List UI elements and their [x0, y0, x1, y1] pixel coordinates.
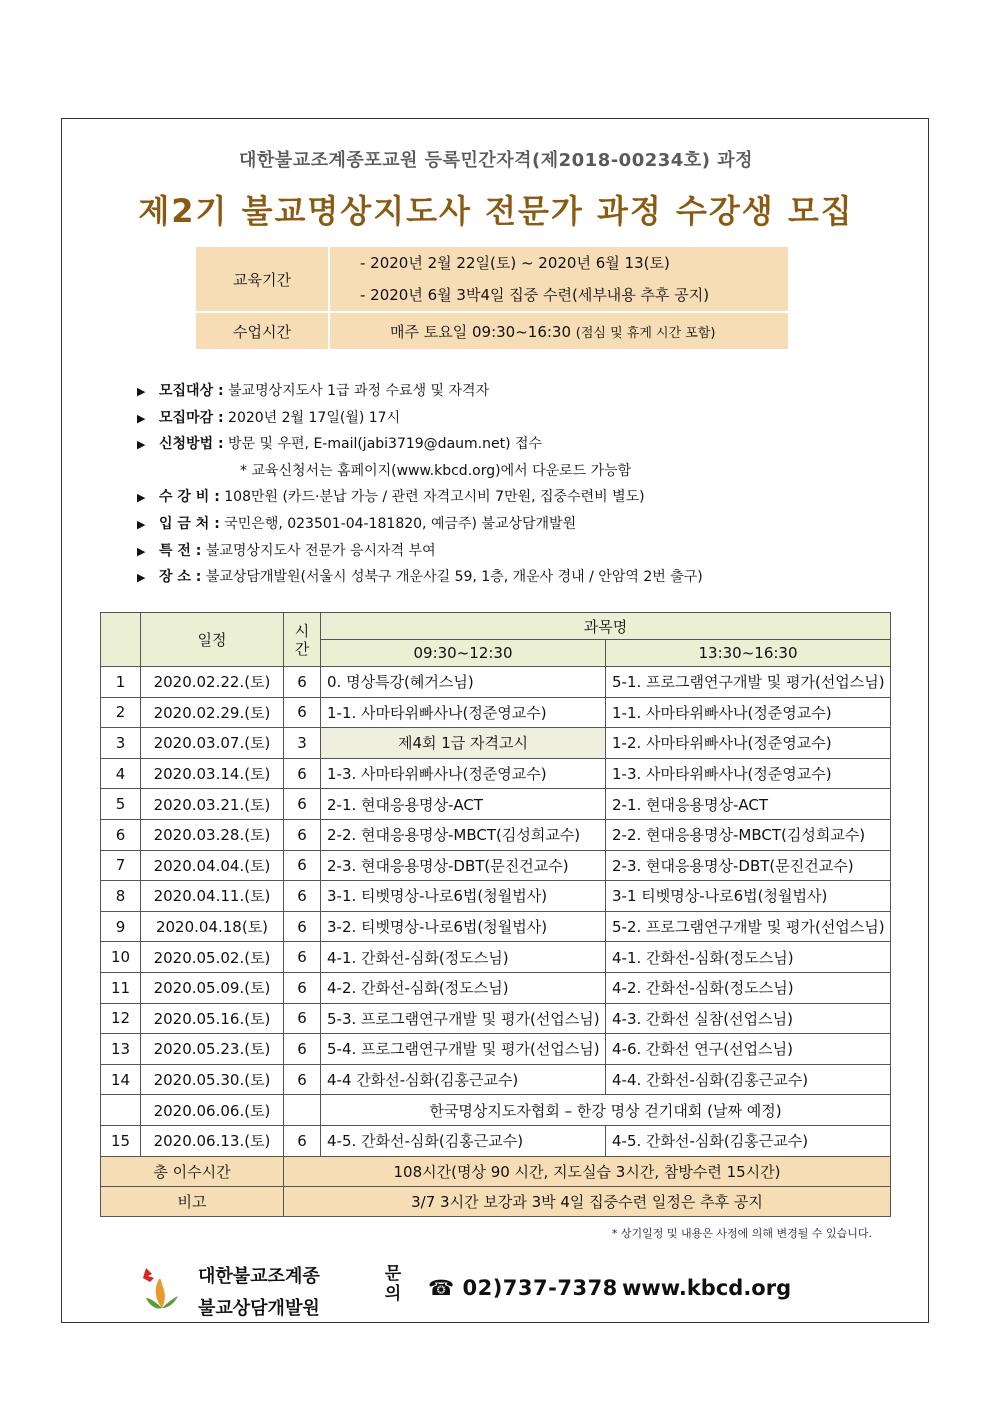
row-hours: 6 [284, 758, 321, 789]
triangle-right-icon: ▶ [137, 385, 146, 398]
edu-period-line1: - 2020년 2월 22일(토) ~ 2020년 6월 13(토) [360, 254, 670, 272]
org-name-line2: 불교상담개발원 [198, 1298, 320, 1319]
row-number: 6 [101, 819, 141, 850]
header-pm: 13:30~16:30 [606, 640, 891, 667]
row-am-subject: 0. 명상특강(혜거스님) [321, 667, 606, 698]
info-row: ▶ 신청방법 : 방문 및 우편, E-mail(jabi3719@daum.net) 접수 [137, 431, 897, 458]
row-pm-subject: 4-5. 간화선-심화(김홍근교수) [606, 1125, 891, 1156]
table-row [101, 850, 891, 881]
row-hours: 3 [284, 728, 321, 759]
org-name-line1: 대한불교조계종 [198, 1266, 320, 1287]
info-row: ▶ 입 금 처 : 국민은행, 023501-04-181820, 예금주) 불교상담개발원 [137, 511, 897, 538]
row-hours: 6 [284, 667, 321, 698]
total-value: 108시간(명상 90 시간, 지도실습 3시간, 참방수련 15시간) [284, 1156, 891, 1186]
schedule-body [101, 667, 891, 1157]
row-date: 2020.03.14.(토) [141, 758, 284, 789]
row-am-subject: 4-2. 간화선-심화(정도스님) [321, 972, 606, 1003]
row-hours: 6 [284, 819, 321, 850]
row-am-subject: 2-1. 현대응용명상-ACT [321, 789, 606, 820]
table-row [101, 911, 891, 942]
info-row: ▶ 모집마감 : 2020년 2월 17일(월) 17시 [137, 405, 897, 432]
row-number: 12 [101, 1003, 141, 1034]
row-number [101, 1095, 141, 1126]
row-am-subject: 5-4. 프로그램연구개발 및 평가(선업스님) [321, 1034, 606, 1065]
table-row [101, 1095, 891, 1126]
row-date: 2020.05.16.(토) [141, 1003, 284, 1034]
row-am-subject: 2-3. 현대응용명상-DBT(문진건교수) [321, 850, 606, 881]
row-pm-subject: 2-1. 현대응용명상-ACT [606, 789, 891, 820]
row-number: 8 [101, 881, 141, 912]
header-date: 일정 [141, 613, 284, 667]
row-pm-subject: 1-3. 사마타위빠사나(정준영교수) [606, 758, 891, 789]
row-date: 2020.04.04.(토) [141, 850, 284, 881]
row-pm-subject: 5-1. 프로그램연구개발 및 평가(선업스님) [606, 667, 891, 698]
period-table [196, 247, 788, 349]
row-number: 4 [101, 758, 141, 789]
row-number: 5 [101, 789, 141, 820]
table-row [101, 1064, 891, 1095]
total-row [101, 1156, 891, 1186]
class-time-value [329, 312, 788, 349]
row-date: 2020.02.22.(토) [141, 667, 284, 698]
row-pm-subject: 1-2. 사마타위빠사나(정준영교수) [606, 728, 891, 759]
triangle-right-icon: ▶ [137, 544, 146, 558]
triangle-right-icon: ▶ [137, 491, 146, 505]
info-row: ▶ 장 소 : 불교상담개발원(서울시 성북구 개운사길 59, 1층, 개운사 경내 / 안암역 2번 출구) [137, 564, 897, 591]
row-pm-subject: 2-2. 현대응용명상-MBCT(김성희교수) [606, 819, 891, 850]
row-date: 2020.05.09.(토) [141, 972, 284, 1003]
triangle-right-icon: ▶ [137, 571, 146, 585]
row-date: 2020.06.13.(토) [141, 1125, 284, 1156]
row-am-subject: 3-2. 티벳명상-나로6법(청월법사) [321, 911, 606, 942]
remark-label: 비고 [101, 1186, 284, 1216]
row-hours: 6 [284, 911, 321, 942]
row-pm-subject: 3-1 티벳명상-나로6법(청월법사) [606, 881, 891, 912]
row-hours: 6 [284, 697, 321, 728]
header-subject: 과목명 [321, 613, 891, 640]
row-am-subject: 5-3. 프로그램연구개발 및 평가(선업스님) [321, 1003, 606, 1034]
table-row [101, 881, 891, 912]
table-row [101, 667, 891, 698]
header-no [101, 613, 141, 667]
row-event: 한국명상지도자협회 – 한강 명상 걷기대회 (날짜 예정) [321, 1095, 891, 1126]
row-hours: 6 [284, 789, 321, 820]
row-date: 2020.04.11.(토) [141, 881, 284, 912]
row-am-subject: 2-2. 현대응용명상-MBCT(김성희교수) [321, 819, 606, 850]
info-list [137, 378, 897, 591]
table-row [101, 1034, 891, 1065]
row-hours: 6 [284, 972, 321, 1003]
header-am: 09:30~12:30 [321, 640, 606, 667]
row-am-subject: 4-5. 간화선-심화(김홍근교수) [321, 1125, 606, 1156]
row-pm-subject: 2-3. 현대응용명상-DBT(문진건교수) [606, 850, 891, 881]
page-title: 제2기 불교명상지도사 전문가 과정 수강생 모집 [138, 192, 854, 230]
row-pm-subject: 4-4. 간화선-심화(김홍근교수) [606, 1064, 891, 1095]
row-number: 7 [101, 850, 141, 881]
edu-period-line2: - 2020년 6월 3박4일 집중 수련(세부내용 추후 공지) [360, 286, 710, 304]
info-note: * 교육신청서는 홈페이지(www.kbcd.org)에서 다운로드 가능함 [240, 462, 632, 479]
row-am-subject: 1-1. 사마타위빠사나(정준영교수) [321, 697, 606, 728]
row-number: 1 [101, 667, 141, 698]
info-row: ▶ 모집대상 : 불교명상지도사 1급 과정 수료생 및 자격자 [137, 378, 897, 405]
row-number: 9 [101, 911, 141, 942]
row-am-subject: 1-3. 사마타위빠사나(정준영교수) [321, 758, 606, 789]
row-hours [284, 1095, 321, 1126]
class-time-text: 매주 토요일 09:30~16:30 [390, 322, 572, 341]
triangle-right-icon: ▶ [137, 438, 146, 452]
edu-period-label: 교육기간 [196, 247, 329, 312]
row-number: 14 [101, 1064, 141, 1095]
remark-value: 3/7 3시간 보강과 3박 4일 집중수련 일정은 추후 공지 [284, 1186, 891, 1216]
class-time-label: 수업시간 [196, 312, 329, 349]
table-row [101, 1125, 891, 1156]
table-row [101, 789, 891, 820]
phone-number: ☎ 02)737-7378 [428, 1276, 618, 1300]
row-pm-subject: 1-1. 사마타위빠사나(정준영교수) [606, 697, 891, 728]
row-date: 2020.06.06.(토) [141, 1095, 284, 1126]
table-row [101, 942, 891, 973]
row-date: 2020.05.23.(토) [141, 1034, 284, 1065]
table-row [101, 1003, 891, 1034]
row-hours: 6 [284, 881, 321, 912]
row-date: 2020.03.21.(토) [141, 789, 284, 820]
class-time-note: (점심 및 휴게 시간 포함) [575, 325, 716, 341]
row-am-subject: 4-1. 간화선-심화(정도스님) [321, 942, 606, 973]
row-number: 13 [101, 1034, 141, 1065]
table-row [101, 972, 891, 1003]
row-number: 10 [101, 942, 141, 973]
row-date: 2020.04.18(토) [141, 911, 284, 942]
row-hours: 6 [284, 942, 321, 973]
info-row: ▶ 수 강 비 : 108만원 (카드·분납 가능 / 관련 자격고시비 7만원, 집중수련비 별도) [137, 484, 897, 511]
row-date: 2020.03.07.(토) [141, 728, 284, 759]
row-hours: 6 [284, 1064, 321, 1095]
remark-row [101, 1186, 891, 1216]
lotus-logo-icon [140, 1264, 180, 1314]
row-am-subject: 4-4 간화선-심화(김홍근교수) [321, 1064, 606, 1095]
info-row: ▶ 특 전 : 불교명상지도사 전문가 응시자격 부여 [137, 538, 897, 565]
row-date: 2020.02.29.(토) [141, 697, 284, 728]
table-row [101, 728, 891, 759]
table-row [101, 697, 891, 728]
row-am-subject: 제4회 1급 자격고시 [321, 728, 606, 759]
row-hours: 6 [284, 1125, 321, 1156]
table-row [101, 758, 891, 789]
inquiry-label: 문의 [384, 1264, 402, 1304]
website-link[interactable]: www.kbcd.org [622, 1276, 792, 1300]
row-hours: 6 [284, 1003, 321, 1034]
row-pm-subject: 5-2. 프로그램연구개발 및 평가(선업스님) [606, 911, 891, 942]
edu-period-value [329, 247, 788, 312]
triangle-right-icon: ▶ [137, 411, 146, 425]
row-pm-subject: 4-1. 간화선-심화(정도스님) [606, 942, 891, 973]
row-number: 15 [101, 1125, 141, 1156]
row-number: 2 [101, 697, 141, 728]
header-hours: 시간 [284, 613, 321, 667]
table-row [101, 819, 891, 850]
row-date: 2020.05.30.(토) [141, 1064, 284, 1095]
row-date: 2020.03.28.(토) [141, 819, 284, 850]
row-pm-subject: 4-2. 간화선-심화(정도스님) [606, 972, 891, 1003]
notice-text: * 상기일정 및 내용은 사정에 의해 변경될 수 있습니다. [611, 1227, 872, 1240]
row-number: 11 [101, 972, 141, 1003]
row-hours: 6 [284, 1034, 321, 1065]
row-pm-subject: 4-6. 간화선 연구(선업스님) [606, 1034, 891, 1065]
row-date: 2020.05.02.(토) [141, 942, 284, 973]
triangle-right-icon: ▶ [137, 517, 146, 531]
row-pm-subject: 4-3. 간화선 실참(선업스님) [606, 1003, 891, 1034]
schedule-table [100, 612, 891, 1217]
row-hours: 6 [284, 850, 321, 881]
page-subtitle: 대한불교조계종포교원 등록민간자격(제2018-00234호) 과정 [239, 150, 753, 171]
row-am-subject: 3-1. 티벳명상-나로6법(청월법사) [321, 881, 606, 912]
total-label: 총 이수시간 [101, 1156, 284, 1186]
row-number: 3 [101, 728, 141, 759]
